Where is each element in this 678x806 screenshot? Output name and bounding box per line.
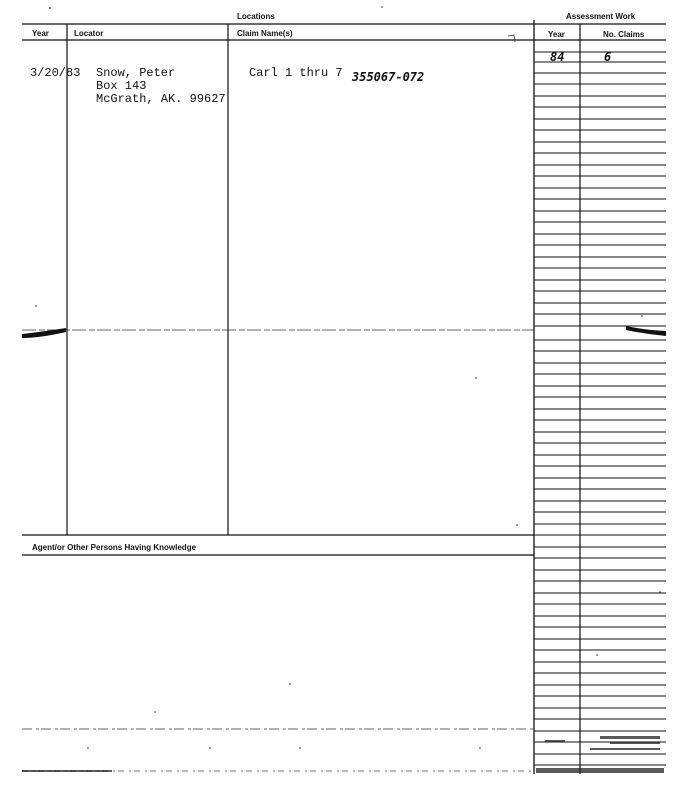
assessment-year-value: 84	[550, 50, 565, 64]
claim-number-handwritten: 355067-072	[352, 70, 425, 84]
locator-address: Box 143	[96, 79, 147, 93]
agent-section-label: Agent/or Other Persons Having Knowledge	[32, 543, 197, 552]
col-locator-header: Locator	[74, 29, 104, 38]
locator-city: McGrath, AK. 99627	[96, 92, 226, 106]
claim-name: Carl 1 thru 7	[249, 66, 343, 80]
col-aw-claims-header: No. Claims	[603, 30, 645, 39]
col-claim-names-header: Claim Name(s)	[237, 29, 293, 38]
assessment-claims-value: 6	[604, 50, 612, 64]
col-year-header: Year	[32, 29, 49, 38]
entry-date: 3/20/83	[30, 66, 81, 80]
locations-heading: Locations	[237, 12, 275, 21]
assessment-work-heading: Assessment Work	[566, 12, 636, 21]
col-aw-year-header: Year	[548, 30, 565, 39]
locator-name: Snow, Peter	[96, 66, 176, 80]
